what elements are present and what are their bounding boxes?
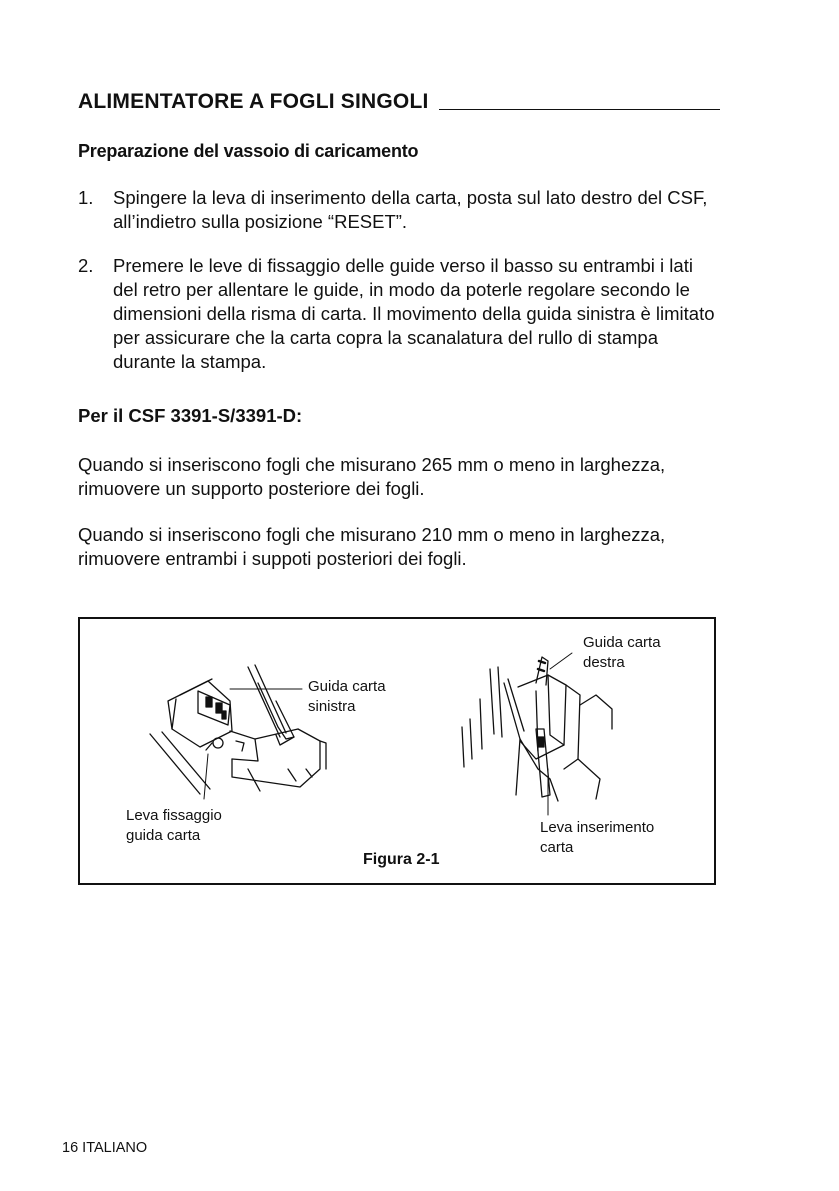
label-left-guide-line1: Guida carta xyxy=(308,678,386,695)
section-title xyxy=(78,90,720,114)
step-text: Premere le leve di fissaggio delle guide verso il basso su entrambi i lati del retro per allentare le guide, in modo da poterle regolare secondo le dimensioni della risma di carta. Il movimento della guida sinistra è limitato per assicurare che la carta copra la scanalatura del rullo di stampa durante la stampa. xyxy=(113,255,715,372)
label-lever-lock-line1: Leva fissaggio xyxy=(126,807,222,824)
page-footer xyxy=(62,1139,147,1157)
subheading: Preparazione del vassoio di caricamento xyxy=(78,141,419,161)
footer-language: ITALIANO xyxy=(82,1140,148,1156)
figure-2-1 xyxy=(78,617,716,885)
label-right-guide-line1: Guida carta xyxy=(583,634,661,651)
step-number: 2. xyxy=(78,255,94,276)
paragraph-265mm: Quando si inseriscono fogli che misurano 265 mm o meno in larghezza, rimuovere un supporto posteriore dei fogli. xyxy=(78,454,666,499)
section-title-text: ALIMENTATORE A FOGLI SINGOLI xyxy=(78,90,429,113)
label-insert-lever xyxy=(540,818,654,858)
label-right-guide-line2: destra xyxy=(583,654,625,671)
page-number: 16 xyxy=(62,1140,79,1156)
list-item xyxy=(78,254,718,374)
label-lever-lock xyxy=(126,806,222,846)
paragraph-210mm: Quando si inseriscono fogli che misurano 210 mm o meno in larghezza, rimuovere entrambi i suppoti posteriori dei fogli. xyxy=(78,524,666,569)
right-feeder-drawing xyxy=(462,657,612,801)
model-heading: Per il CSF 3391-S/3391-D: xyxy=(78,405,303,426)
title-rule xyxy=(439,109,720,110)
step-number: 1. xyxy=(78,187,94,208)
left-feeder-drawing xyxy=(150,665,326,794)
label-insert-lever-line2: carta xyxy=(540,839,574,856)
label-left-guide xyxy=(308,677,386,717)
label-lever-lock-line2: guida carta xyxy=(126,827,201,844)
list-item xyxy=(78,186,718,234)
label-insert-lever-line1: Leva inserimento xyxy=(540,819,655,836)
figure-caption: Figura 2-1 xyxy=(363,851,440,868)
step-text: Spingere la leva di inserimento della carta, posta sul lato destro del CSF, all’indietro sulla posizione “RESET”. xyxy=(113,187,708,232)
steps-list xyxy=(78,186,718,394)
label-right-guide xyxy=(583,633,661,673)
label-left-guide-line2: sinistra xyxy=(308,698,356,715)
